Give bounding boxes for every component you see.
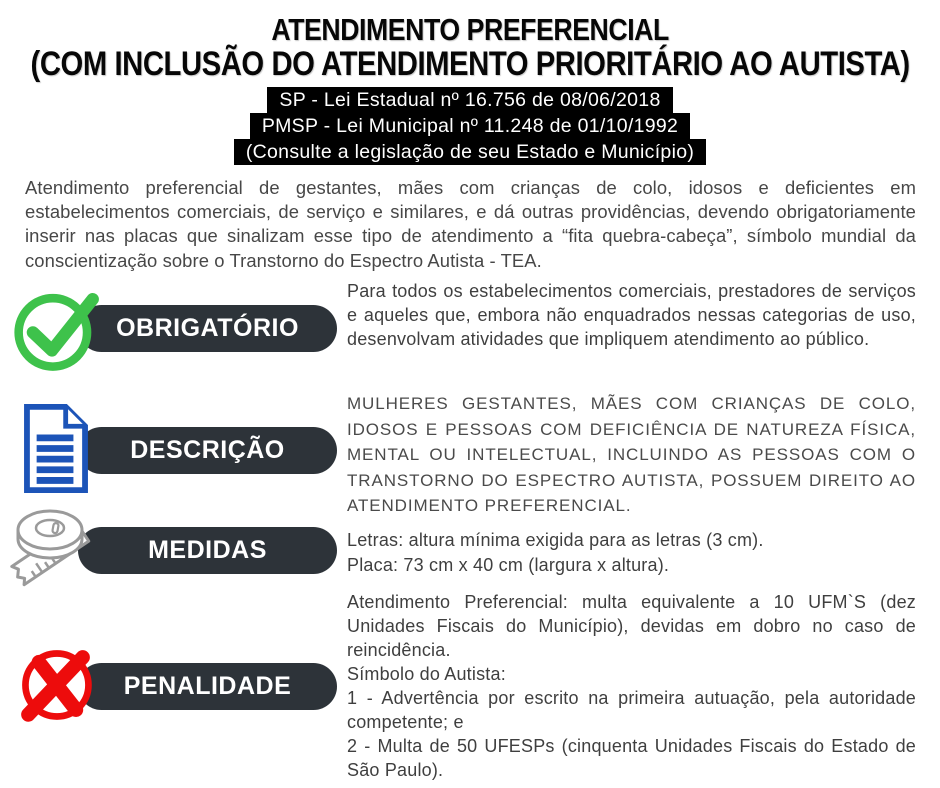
badge-penalidade-label: PENALIDADE xyxy=(123,672,292,700)
badge-obrigatorio-label: OBRIGATÓRIO xyxy=(116,314,299,342)
badge-obrigatorio xyxy=(78,305,337,352)
obrigatorio-text: Para todos os estabelecimentos comerciais, prestadores de serviços e aqueles que, embora não enquadrados nessas categorias de uso, desenvolvam atividades que impliquem atendimento ao público. xyxy=(347,281,916,349)
check-circle-icon xyxy=(12,283,107,383)
penalidade-par-multa: Atendimento Preferencial: multa equivalente a 10 UFM`S (dez Unidades Fiscais do Município), devidas em dobro no caso de reincidência. xyxy=(347,592,916,660)
badge-medidas-label: MEDIDAS xyxy=(148,536,267,564)
medidas-text xyxy=(347,528,916,578)
page-title-line2: (COM INCLUSÃO DO ATENDIMENTO PRIORITÁRIO AO AUTISTA) xyxy=(30,45,910,83)
law-box-state: SP - Lei Estadual nº 16.756 de 08/06/2018 xyxy=(267,87,672,113)
badge-descricao xyxy=(78,427,337,474)
x-circle-icon xyxy=(14,643,98,732)
law-box-municipal: PMSP - Lei Municipal nº 11.248 de 01/10/1992 xyxy=(250,113,690,139)
penalidade-par-item2: 2 - Multa de 50 UFESPs (cinquenta Unidades Fiscais do Estado de São Paulo). xyxy=(347,736,916,780)
medidas-line-placa: Placa: 73 cm x 40 cm (largura x altura). xyxy=(347,555,670,575)
law-box-note: (Consulte a legislação de seu Estado e Município) xyxy=(234,139,706,165)
page-title-line1: ATENDIMENTO PREFERENCIAL xyxy=(271,12,669,47)
penalidade-par-simbolo: Símbolo do Autista: xyxy=(347,664,506,684)
badge-descricao-label: DESCRIÇÃO xyxy=(130,436,285,464)
law-references xyxy=(0,87,940,165)
descricao-text: MULHERES GESTANTES, MÃES COM CRIANÇAS DE COLO, IDOSOS E PESSOAS COM DEFICIÊNCIA DE NATUREZA FÍSICA, MENTAL OU INTELECTUAL, INCLUINDO AS PESSOAS COM O TRANSTORNO DO ESPECTRO AUTISTA, POSSUEM DIREITO AO ATENDIMENTO PREFERENCIAL. xyxy=(347,394,916,515)
medidas-line-letras: Letras: altura mínima exigida para as letras (3 cm). xyxy=(347,530,764,550)
penalidade-text xyxy=(347,590,916,782)
badge-penalidade xyxy=(78,663,337,710)
penalidade-par-item1: 1 - Advertência por escrito na primeira autuação, pela autoridade competente; e xyxy=(347,688,916,732)
document-icon xyxy=(22,403,90,499)
measuring-tape-icon xyxy=(8,500,104,601)
badge-medidas xyxy=(78,527,337,574)
page-title xyxy=(0,13,940,82)
intro-paragraph: Atendimento preferencial de gestantes, mães com crianças de colo, idosos e deficientes em estabelecimentos comerciais, de serviço e similares, e dá outras providências, devendo obrigatoriamente inserir nas placas que sinalizam esse tipo de atendimento a “fita quebra-cabeça”, símbolo mundial da conscientização sobre o Transtorno do Espectro Autista - TEA. xyxy=(25,177,916,271)
